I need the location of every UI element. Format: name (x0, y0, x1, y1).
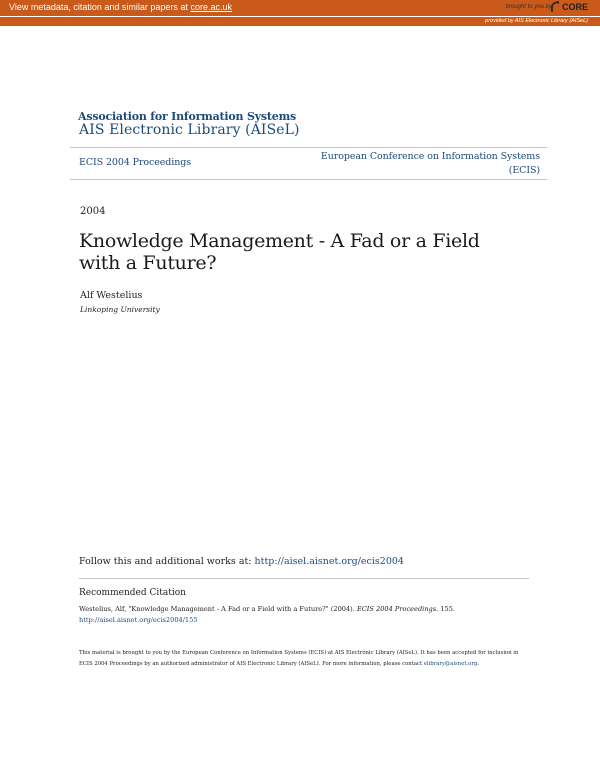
follow-line (79, 556, 404, 567)
citation-link[interactable]: http://aisel.aisnet.org/ecis2004/155 (79, 616, 198, 624)
core-logo-icon (550, 1, 560, 13)
conference-line-1: European Conference on Information Systems (320, 151, 540, 162)
core-logo[interactable] (550, 1, 588, 13)
citation-proceedings: ECIS 2004 Proceedings (356, 605, 437, 613)
association-name[interactable]: Association for Information Systems (78, 110, 297, 123)
access-notice (79, 648, 529, 670)
follow-link[interactable]: http://aisel.aisnet.org/ecis2004 (254, 556, 404, 567)
library-name[interactable]: AIS Electronic Library (AISeL) (79, 122, 300, 138)
divider-citation (79, 578, 529, 579)
citation-end: . 155. (436, 605, 456, 613)
citation-text: Westelius, Alf, "Knowledge Management - A Fad or a Field with a Future?" (2004). (79, 605, 357, 613)
publication-year: 2004 (80, 206, 106, 217)
paper-title: Knowledge Management - A Fad or a Field with a Future? (79, 230, 480, 274)
notice-text: This material is brought to you by the European Conference on Information Systems (ECIS) at AIS Electronic Library (AISeL). It has been accepted for inclusion in ECIS 2004 Proceedings by an authorized administrator of AIS Electronic Library (AISeL). For more information, please contact (79, 650, 519, 667)
divider-bottom (70, 179, 547, 180)
follow-text: Follow this and additional works at: (79, 556, 255, 567)
conference-link[interactable] (310, 150, 540, 178)
proceedings-link[interactable]: ECIS 2004 Proceedings (79, 157, 191, 168)
provided-by-text: provided by AIS Electronic Library (AISeL) (485, 18, 588, 24)
author-affiliation: Linkoping University (80, 305, 160, 314)
brought-to-you-text: brought to you by (505, 4, 552, 10)
divider-top (70, 147, 547, 148)
core-metadata-link[interactable] (9, 2, 232, 12)
citation-block (79, 604, 539, 626)
provided-by-bar (0, 16, 600, 26)
core-ac-uk-link[interactable]: core.ac.uk (190, 2, 232, 12)
author-name: Alf Westelius (80, 290, 143, 301)
core-logo-text: CORE (561, 2, 588, 12)
core-banner-text: View metadata, citation and similar papers at (9, 2, 191, 12)
recommended-citation-heading: Recommended Citation (79, 588, 186, 598)
conference-line-2: (ECIS) (508, 165, 540, 176)
notice-end: . (477, 661, 479, 667)
contact-email-link[interactable]: elibrary@aisnet.org (423, 661, 478, 667)
